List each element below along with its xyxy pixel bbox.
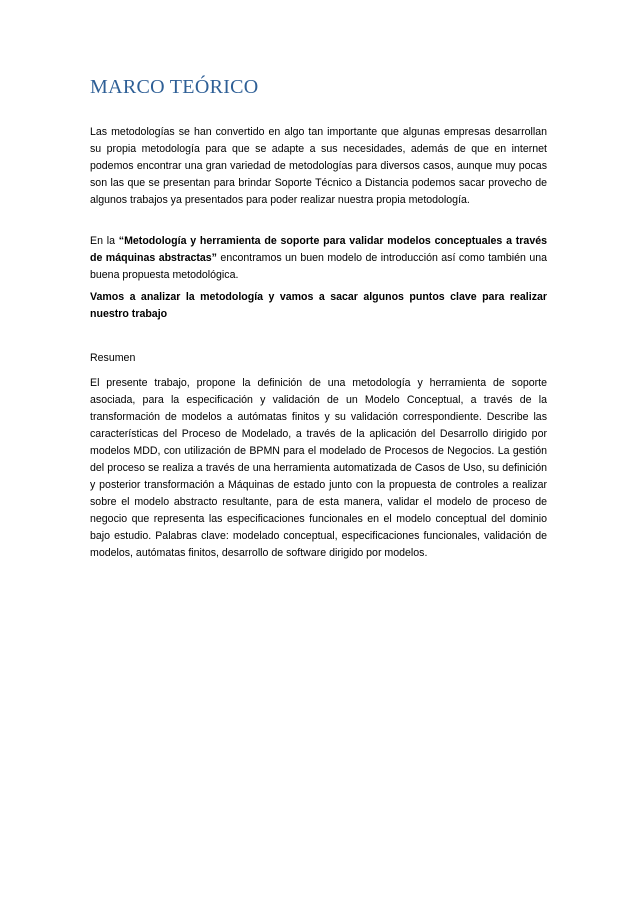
reference-paragraph bbox=[90, 233, 547, 284]
summary-heading: Resumen bbox=[90, 352, 136, 364]
section-title: MARCO TEÓRICO bbox=[90, 76, 259, 98]
intro-paragraph: Las metodologías se han convertido en algo tan importante que algunas empresas desarrollan su propia metodología para que se adapte a sus necesidades, además de que en internet podemos encontrar una gran variedad de metodologías para diversos casos, aunque muy pocas son las que se presentan para brindar Soporte Técnico a Distancia podemos sacar provecho de algunos trabajos ya presentados para poder realizar nuestra propia metodología. bbox=[90, 126, 547, 206]
reference-suffix: encontramos un buen modelo de introducción así como también una buena propuesta metodológica. bbox=[90, 252, 547, 281]
analysis-note: Vamos a analizar la metodología y vamos a sacar algunos puntos clave para realizar nuestro trabajo bbox=[90, 291, 547, 320]
summary-paragraph: El presente trabajo, propone la definición de una metodología y herramienta de soporte asociada, para la especificación y validación de un Modelo Conceptual, a través de la transformación de modelos a autómatas finitos y su validación correspondiente. Describe las características del Proceso de Modelado, a través de la aplicación del Desarrollo dirigido por modelos MDD, con utilización de BPMN para el modelado de Procesos de Negocios. La gestión del proceso se realiza a través de una herramienta automatizada de Casos de Uso, su definición y posterior transformación a Máquinas de estado junto con la propuesta de controles a realizar sobre el modelo abstracto resultante, para de esta manera, validar el modelo de proceso de negocio que representa las especificaciones funcionales en el modelo conceptual del dominio bajo estudio. Palabras clave: modelado conceptual, especificaciones funcionales, validación de modelos, autómatas finitos, desarrollo de software dirigido por modelos. bbox=[90, 377, 547, 559]
reference-prefix: En la bbox=[90, 235, 119, 247]
reference-title: “Metodología y herramienta de soporte para validar modelos conceptuales a través de máquinas abstractas” bbox=[90, 235, 547, 264]
